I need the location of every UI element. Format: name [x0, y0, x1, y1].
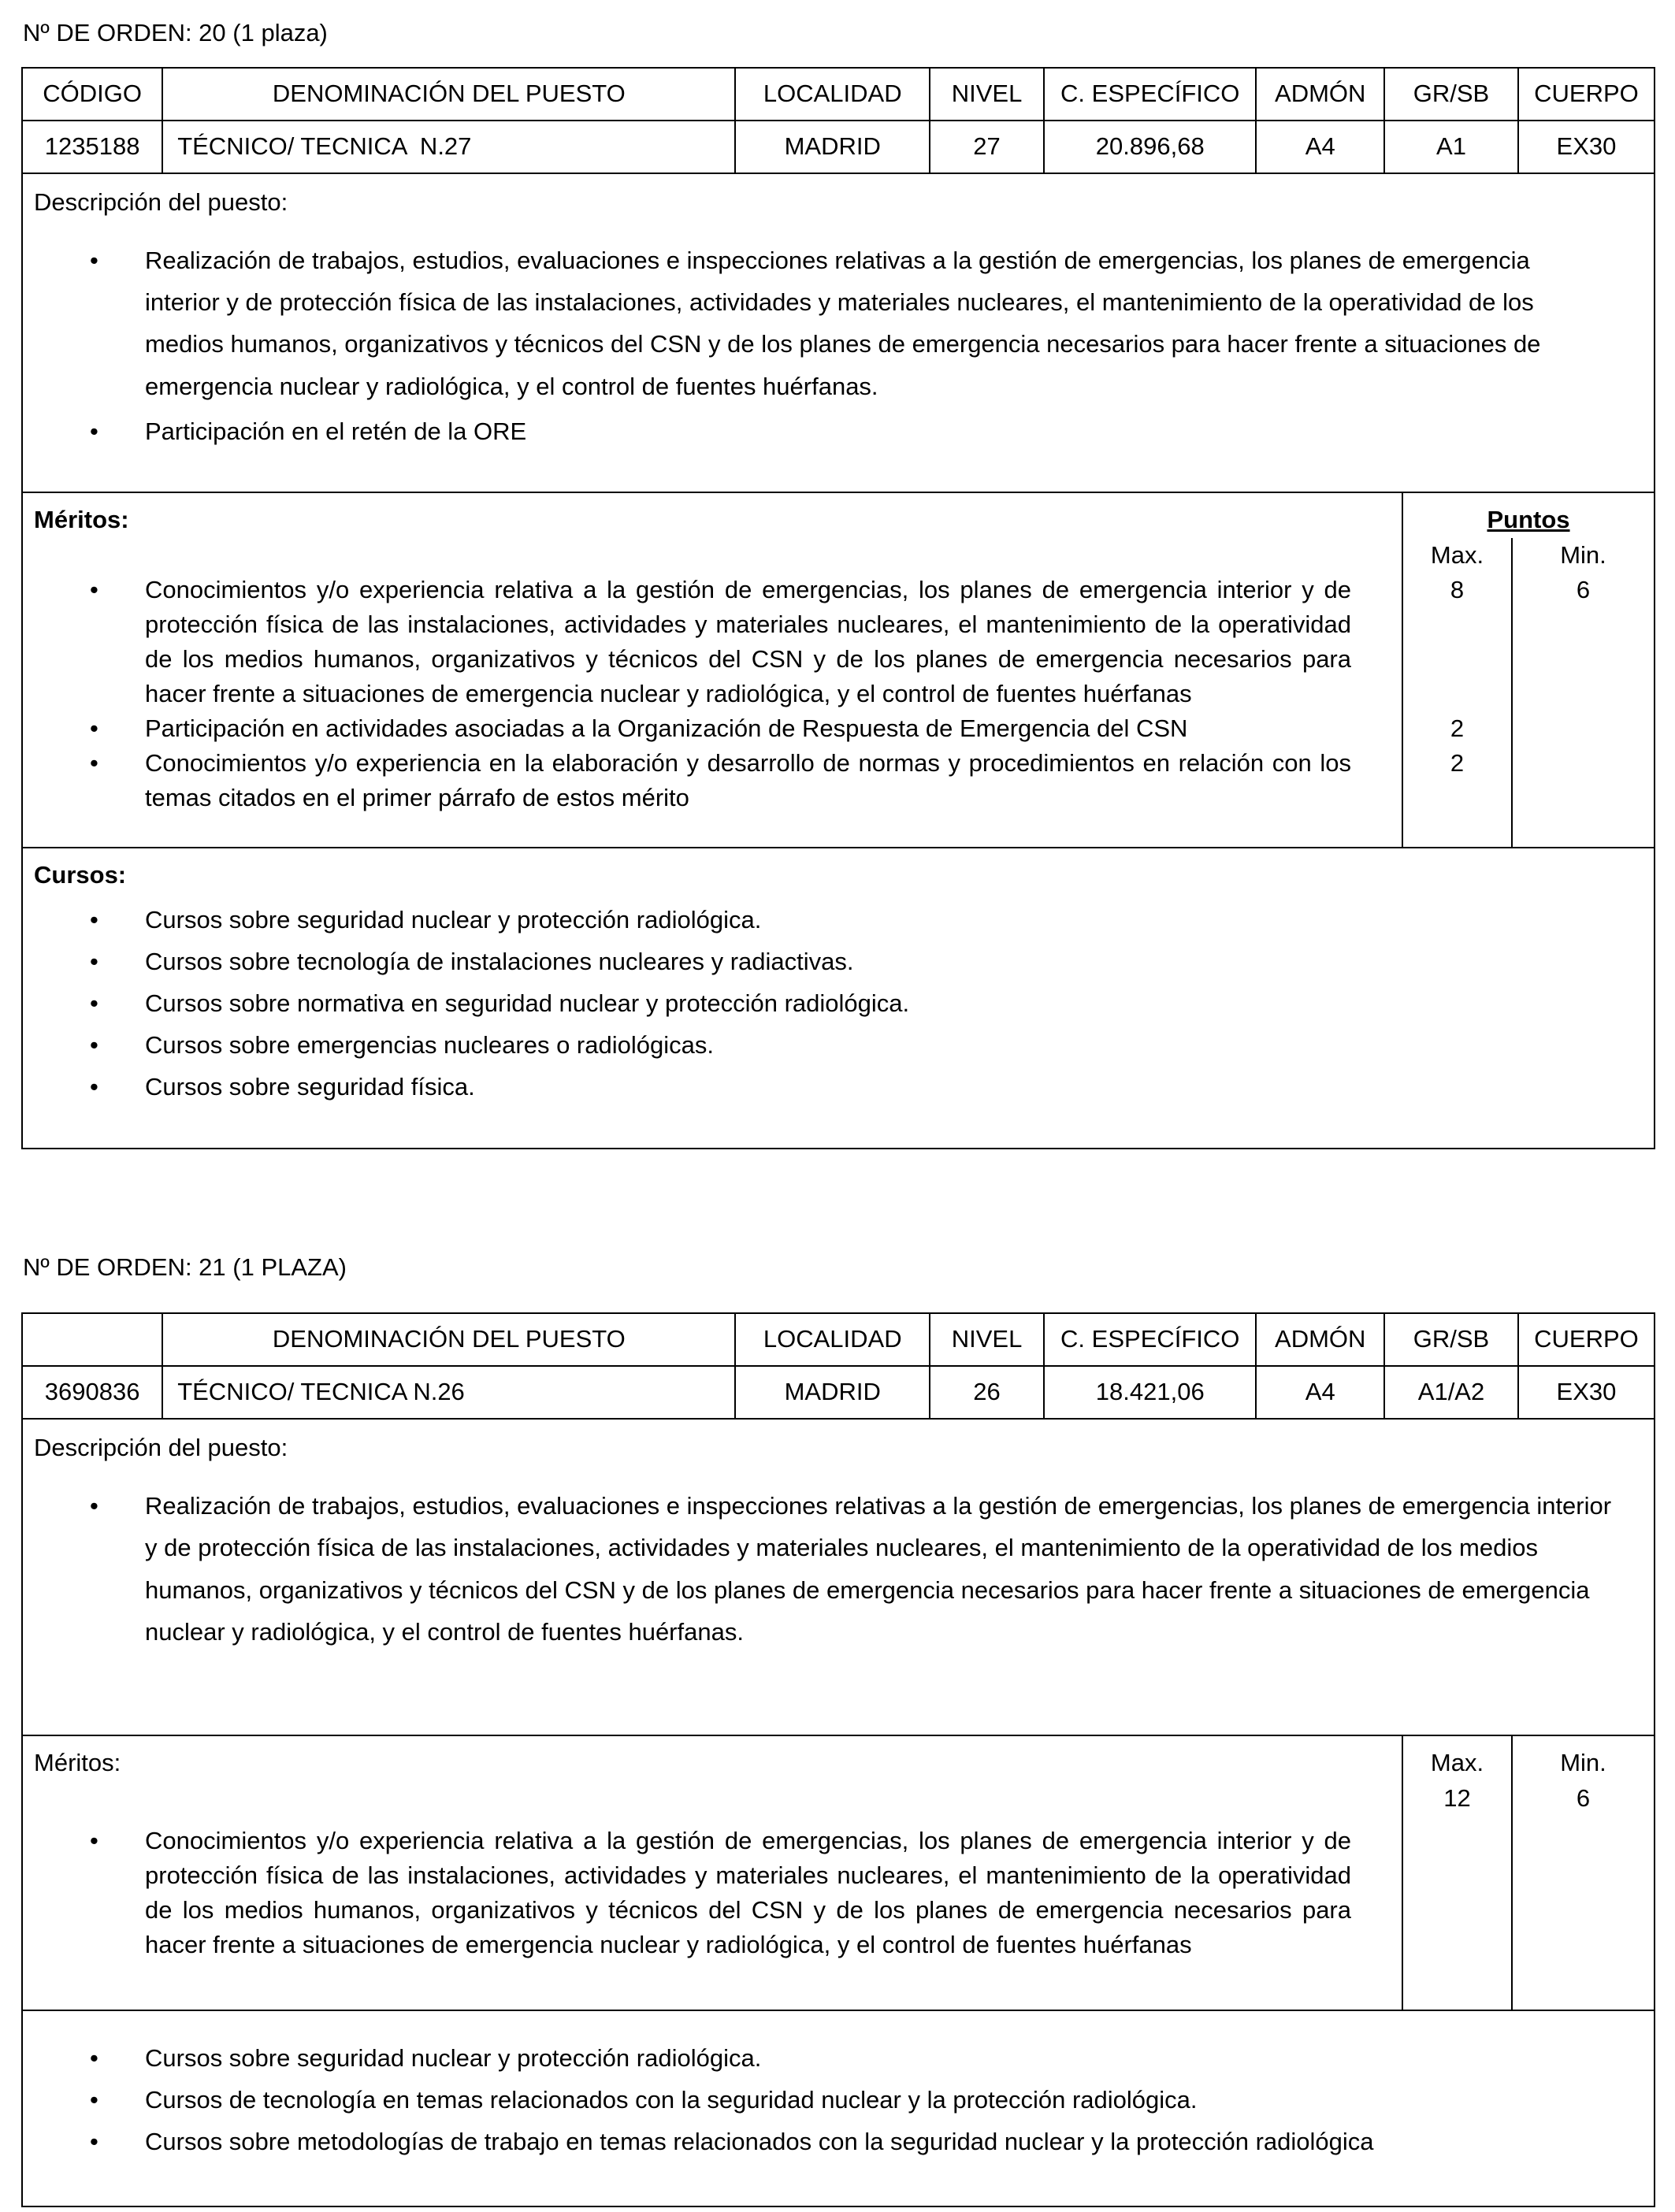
merit-min-value: 6 [1511, 1781, 1654, 1816]
header-cuerpo: CUERPO [1518, 68, 1655, 121]
spacer [23, 1962, 1402, 2010]
meritos-box [21, 1735, 1655, 2011]
bullet-icon: • [90, 2128, 98, 2156]
order-title: Nº DE ORDEN: 20 (1 plaza) [23, 19, 328, 46]
list-item [34, 986, 1622, 1021]
cell-nivel: 26 [930, 1366, 1044, 1419]
header-codigo: CÓDIGO [22, 68, 162, 121]
header-nivel: NIVEL [930, 68, 1044, 121]
cell-codigo: 3690836 [22, 1366, 162, 1419]
description-label: Descripción del puesto: [34, 1434, 288, 1462]
spacer [1511, 1816, 1654, 1962]
puntos-header [1402, 493, 1654, 538]
bullet-icon: • [90, 246, 98, 274]
cell-cuerpo: EX30 [1518, 121, 1655, 173]
order-title: Nº DE ORDEN: 21 (1 PLAZA) [23, 1253, 347, 1282]
merit-max-value: 2 [1402, 711, 1511, 746]
spacer [1511, 1962, 1654, 2010]
cursos-box [21, 2010, 1655, 2207]
list-item [34, 945, 1622, 979]
meritos-label: Méritos: [34, 1749, 121, 1777]
list-item-text: Cursos sobre seguridad nuclear y protección radiológica. [145, 2044, 762, 2073]
description-label: Descripción del puesto: [34, 187, 288, 216]
merit-item [23, 711, 1402, 746]
list-item-text: Cursos sobre seguridad nuclear y protección radiológica. [145, 906, 762, 934]
bullet-icon: • [90, 1031, 98, 1060]
list-item-text: Realización de trabajos, estudios, evaluaciones e inspecciones relativas a la gestión de emergencias, los planes de emergencia interior y de protección física de las instalaciones, actividades y materiales nucleares, el mantenimiento de la operatividad de los medios humanos, organizativos y técnicos del CSN y de los planes de emergencia necesarios para hacer frente a situaciones de emergencia nuclear y radiológica, y el control de fuentes huérfanas. [145, 1492, 1612, 1646]
section-order-21 [21, 1250, 1655, 2207]
header-denominacion: DENOMINACIÓN DEL PUESTO [162, 68, 735, 121]
list-item-text: Cursos sobre tecnología de instalaciones nucleares y radiactivas. [145, 948, 854, 976]
spacer [1402, 815, 1511, 847]
list-item [34, 239, 1603, 407]
cell-admon: A4 [1256, 1366, 1384, 1419]
bullet-icon: • [90, 906, 98, 934]
table-header-row [22, 68, 1655, 121]
header-denominacion: DENOMINACIÓN DEL PUESTO [162, 1313, 735, 1366]
bullet-icon: • [90, 714, 98, 743]
merit-item [23, 1816, 1402, 1962]
merit-min-value [1511, 711, 1654, 746]
header-especifico: C. ESPECÍFICO [1044, 68, 1256, 121]
header-especifico: C. ESPECÍFICO [1044, 1313, 1256, 1366]
list-item [34, 2083, 1622, 2117]
spacer [23, 1781, 1402, 1816]
max-label: Max. [1402, 538, 1511, 573]
bullet-icon: • [90, 989, 98, 1018]
cursos-box [21, 847, 1655, 1149]
description-list [34, 1485, 1619, 1653]
merit-item [23, 573, 1402, 711]
cell-cuerpo: EX30 [1518, 1366, 1655, 1419]
puntos-label: Puntos [1487, 506, 1570, 534]
header-cuerpo: CUERPO [1518, 1313, 1655, 1366]
merit-min-value [1511, 746, 1654, 815]
cell-grsb: A1/A2 [1384, 1366, 1518, 1419]
cell-denominacion: TÉCNICO/ TECNICA N.26 [162, 1366, 735, 1419]
description-box [21, 1418, 1655, 1736]
table-data-row [22, 121, 1655, 173]
merit-max-value: 2 [1402, 746, 1511, 815]
position-table [21, 1312, 1655, 1420]
list-item [34, 2041, 1622, 2076]
spacer [1402, 1816, 1511, 1962]
cell-especifico: 18.421,06 [1044, 1366, 1256, 1419]
bullet-icon: • [90, 1073, 98, 1101]
cell-denominacion: TÉCNICO/ TECNICA N.27 [162, 121, 735, 173]
table-data-row [22, 1366, 1655, 1419]
table-header-row [22, 1313, 1655, 1366]
list-item-text: Cursos sobre normativa en seguridad nuclear y protección radiológica. [145, 989, 910, 1018]
merit-text: Participación en actividades asociadas a la Organización de Respuesta de Emergencia del CSN [145, 714, 1188, 743]
cursos-label: Cursos: [34, 861, 127, 889]
list-item-text: Realización de trabajos, estudios, evaluaciones e inspecciones relativas a la gestión de emergencias, los planes de emergencia interior y de protección física de las instalaciones, actividades y materiales nucleares, el mantenimiento de la operatividad de los medios humanos, organizativos y técnicos del CSN y de los planes de emergencia necesarios para hacer frente a situaciones de emergencia nuclear y radiológica, y el control de fuentes huérfanas. [145, 246, 1541, 400]
cell-localidad: MADRID [735, 1366, 930, 1419]
bullet-icon: • [90, 576, 98, 604]
header-admon: ADMÓN [1256, 1313, 1384, 1366]
spacer [23, 815, 1402, 847]
merit-item [23, 746, 1402, 815]
merit-text: Conocimientos y/o experiencia relativa a la gestión de emergencias, los planes de emergencia interior y de protección física de las instalaciones, actividades y materiales nucleares, el mantenimiento de la operatividad de los medios humanos, organizativos y técnicos del CSN y de los planes de emergencia necesarios para hacer frente a situaciones de emergencia nuclear y radiológica, y el control de fuentes huérfanas [145, 576, 1351, 708]
list-item-text: Cursos sobre seguridad física. [145, 1073, 475, 1101]
bullet-icon: • [90, 418, 98, 445]
merit-text: Conocimientos y/o experiencia en la elaboración y desarrollo de normas y procedimientos en relación con los temas citados en el primer párrafo de estos mérito [145, 749, 1351, 812]
header-grsb: GR/SB [1384, 1313, 1518, 1366]
min-label: Min. [1511, 1736, 1654, 1781]
cursos-list [34, 903, 1622, 1104]
list-item [34, 2125, 1622, 2159]
spacer [1511, 815, 1654, 847]
bullet-icon: • [90, 749, 98, 778]
max-label: Max. [1402, 1736, 1511, 1781]
cell-especifico: 20.896,68 [1044, 121, 1256, 173]
position-table [21, 67, 1655, 174]
spacer [23, 538, 1402, 573]
merit-min-value: 6 [1511, 573, 1654, 711]
list-item-text: Participación en el retén de la ORE [145, 418, 527, 445]
cell-codigo: 1235188 [22, 121, 162, 173]
header-localidad: LOCALIDAD [735, 1313, 930, 1366]
list-item-text: Cursos sobre emergencias nucleares o radiológicas. [145, 1031, 714, 1060]
list-item [34, 410, 1603, 452]
bullet-icon: • [90, 1492, 98, 1520]
meritos-label: Méritos: [34, 506, 129, 534]
spacer [1402, 1962, 1511, 2010]
merit-max-value: 8 [1402, 573, 1511, 711]
bullet-icon: • [90, 948, 98, 976]
list-item-text: Cursos de tecnología en temas relacionados con la seguridad nuclear y la protección radiológica. [145, 2086, 1198, 2114]
min-label: Min. [1511, 538, 1654, 573]
section-order-20 [21, 16, 1655, 1149]
merit-max-value: 12 [1402, 1781, 1511, 1816]
meritos-box [21, 492, 1655, 848]
list-item [34, 1028, 1622, 1063]
cell-localidad: MADRID [735, 121, 930, 173]
description-list [34, 239, 1603, 453]
merit-text: Conocimientos y/o experiencia relativa a la gestión de emergencias, los planes de emergencia interior y de protección física de las instalaciones, actividades y materiales nucleares, el mantenimiento de la operatividad de los medios humanos, organizativos y técnicos del CSN y de los planes de emergencia necesarios para hacer frente a situaciones de emergencia nuclear y radiológica, y el control de fuentes huérfanas [145, 1827, 1351, 1959]
cell-grsb: A1 [1384, 121, 1518, 173]
list-item [34, 1485, 1619, 1653]
header-localidad: LOCALIDAD [735, 68, 930, 121]
cell-admon: A4 [1256, 121, 1384, 173]
cell-nivel: 27 [930, 121, 1044, 173]
description-box [21, 173, 1655, 494]
list-item-text: Cursos sobre metodologías de trabajo en temas relacionados con la seguridad nuclear y la protección radiológica [145, 2128, 1374, 2156]
cursos-list [34, 2041, 1622, 2159]
bullet-icon: • [90, 2086, 98, 2114]
list-item [34, 903, 1622, 937]
list-item [34, 1070, 1622, 1104]
header-grsb: GR/SB [1384, 68, 1518, 121]
header-empty [22, 1313, 162, 1366]
header-admon: ADMÓN [1256, 68, 1384, 121]
bullet-icon: • [90, 1827, 98, 1855]
header-nivel: NIVEL [930, 1313, 1044, 1366]
bullet-icon: • [90, 2044, 98, 2073]
